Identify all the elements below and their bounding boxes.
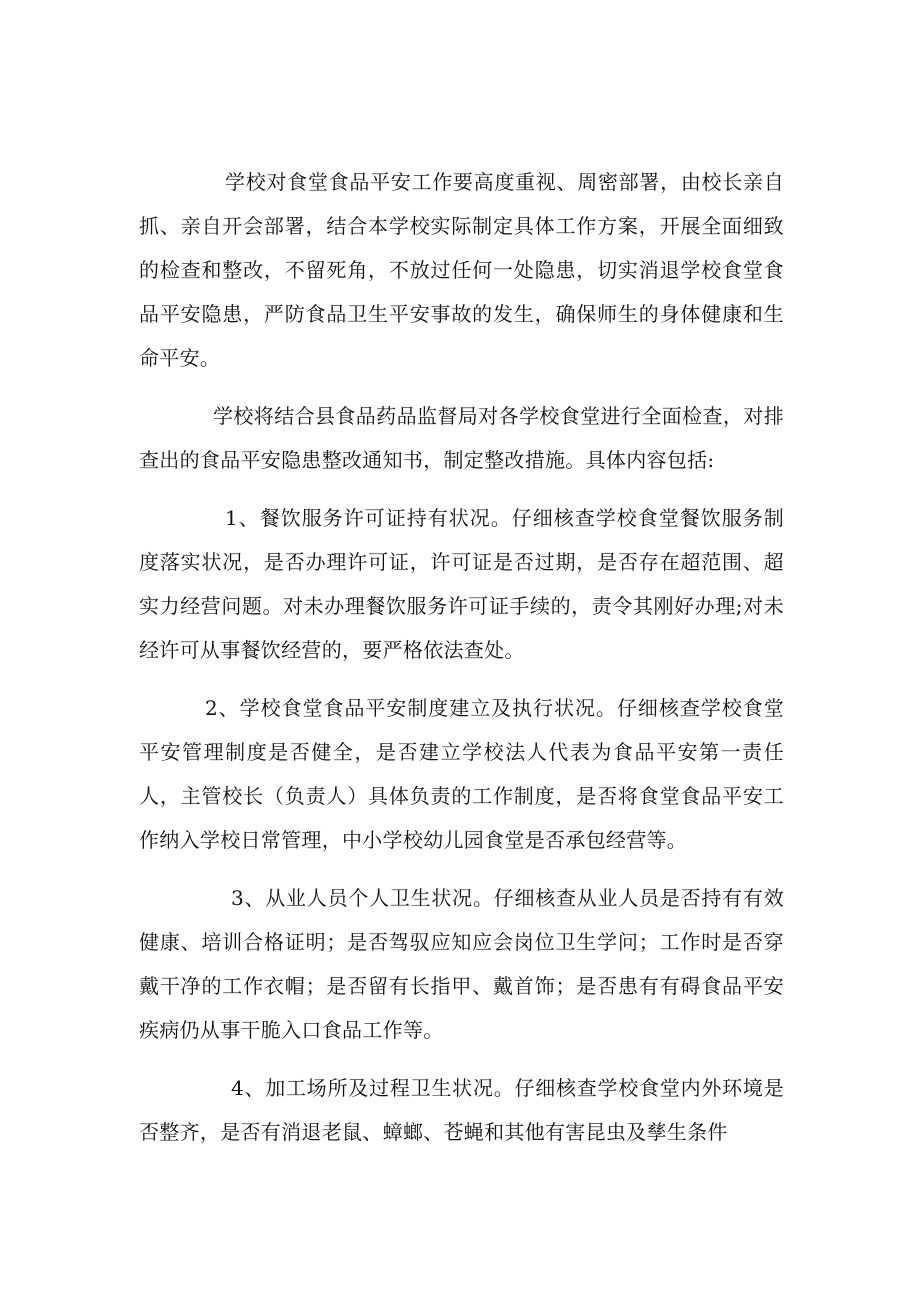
paragraph-inspection-plan: 学校将结合县食品药品监督局对各学校食堂进行全面检查，对排查出的食品平安隐患整改通知书，制定整改措施。具体内容包括: bbox=[139, 404, 784, 472]
paragraph-intro: 学校对食堂食品平安工作要高度重视、周密部署，由校长亲自抓、亲自开会部署，结合本学校实际制定具体工作方案，开展全面细致的检查和整改，不留死角，不放过任何一处隐患，切实消退学校食堂食品平安隐患，严防食品卫生平安事故的发生，确保师生的身体健康和生命平安。 bbox=[139, 170, 784, 370]
paragraph-item-1-license: 1、餐饮服务许可证持有状况。仔细核查学校食堂餐饮服务制度落实状况，是否办理许可证，许可证是否过期，是否存在超范围、超实力经营问题。对未办理餐饮服务许可证手续的，责令其刚好办理;对未经许可从事餐饮经营的，要严格依法查处。 bbox=[139, 506, 784, 662]
paragraph-item-4-site-hygiene: 4、加工场所及过程卫生状况。仔细核查学校食堂内外环境是否整齐，是否有消退老鼠、蟑螂、苍蝇和其他有害昆虫及孳生条件 bbox=[139, 1076, 784, 1144]
paragraph-item-2-system: 2、学校食堂食品平安制度建立及执行状况。仔细核查学校食堂平安管理制度是否健全，是否建立学校法人代表为食品平安第一责任人，主管校长（负责人）具体负责的工作制度，是否将食堂食品平安工作纳入学校日常管理，中小学校幼儿园食堂是否承包经营等。 bbox=[139, 696, 784, 852]
paragraph-item-3-staff-hygiene: 3、从业人员个人卫生状况。仔细核查从业人员是否持有有效健康、培训合格证明；是否驾驭应知应会岗位卫生学问；工作时是否穿戴干净的工作衣帽；是否留有长指甲、戴首饰；是否患有有碍食品平安疾病仍从事干脆入口食品工作等。 bbox=[139, 886, 784, 1042]
document-body bbox=[139, 160, 784, 1168]
